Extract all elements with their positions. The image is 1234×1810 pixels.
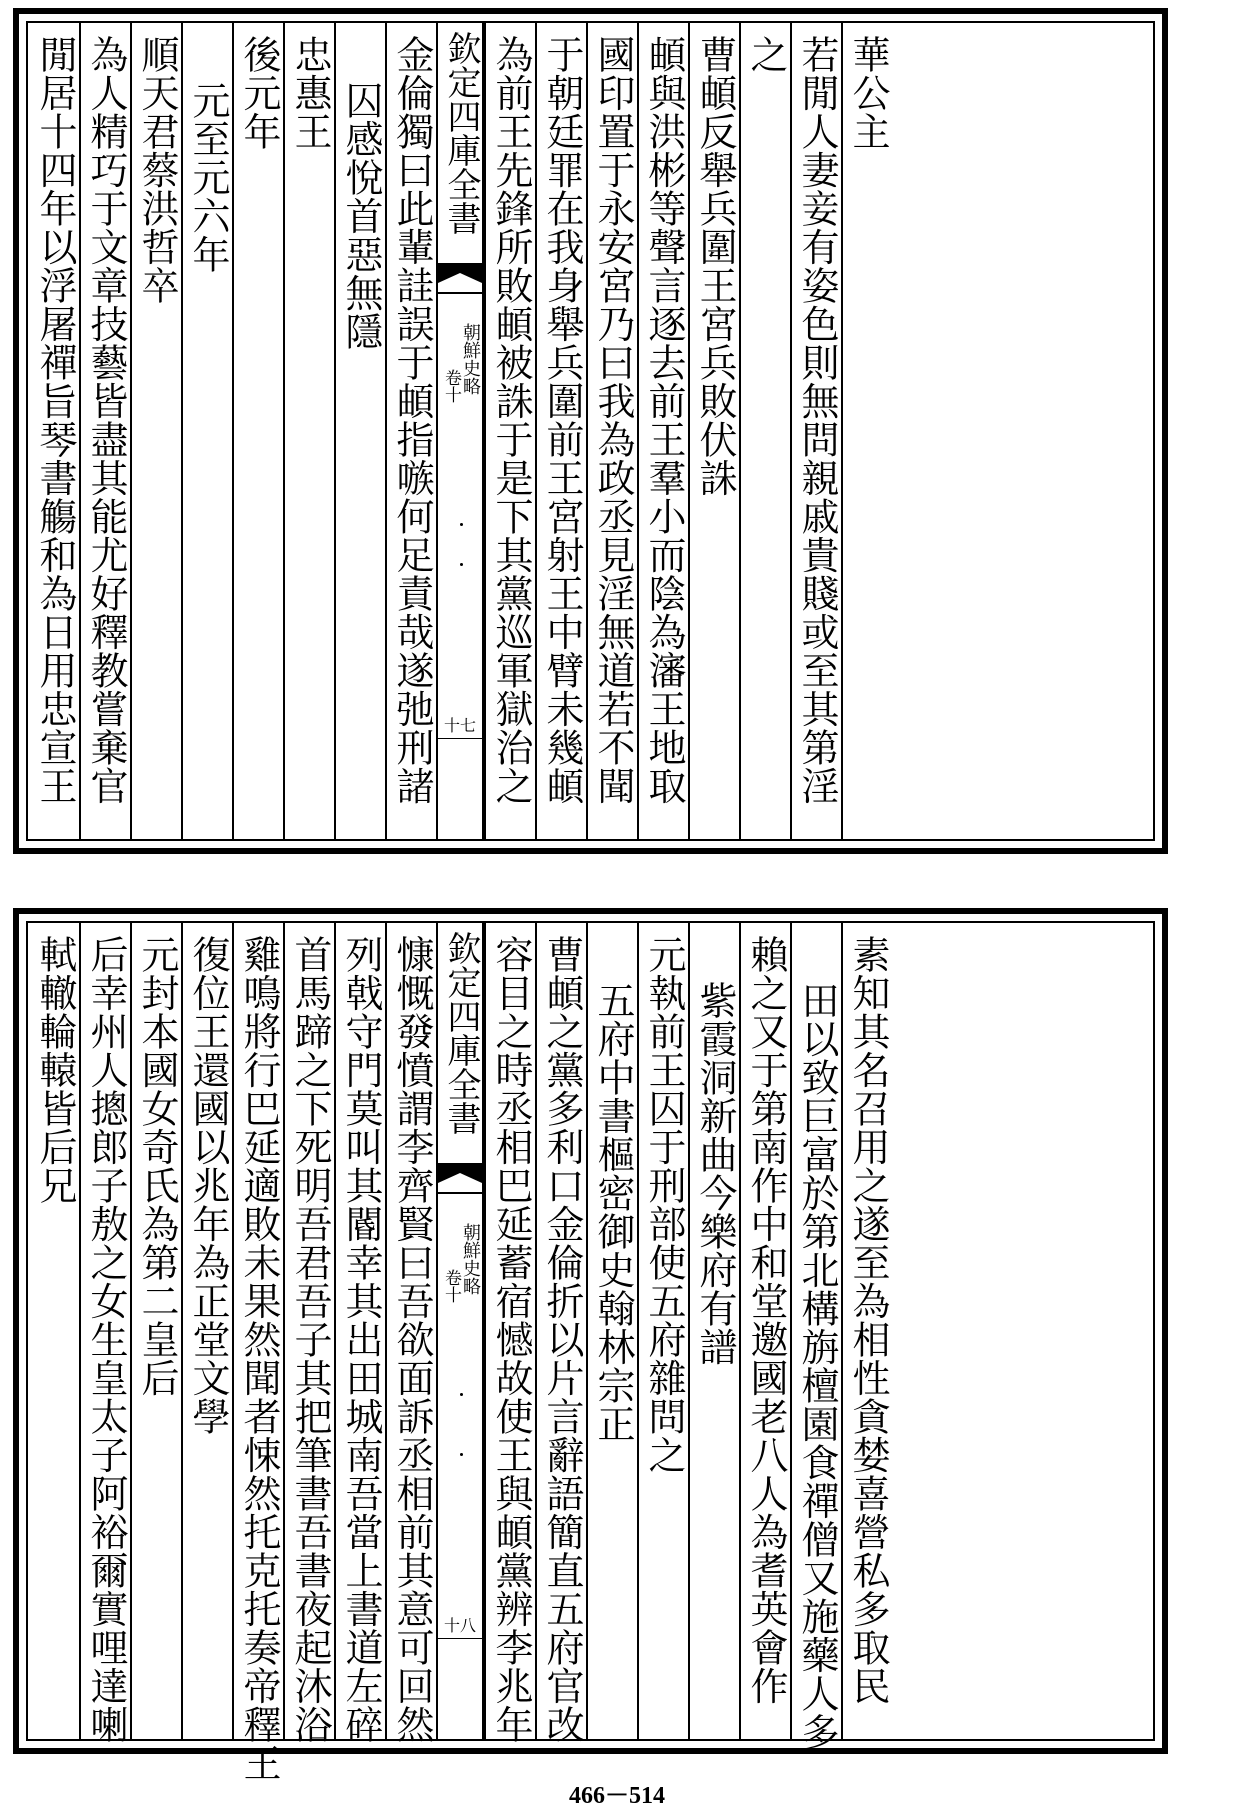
text-column xyxy=(334,23,385,839)
text-column xyxy=(232,923,283,1782)
column-text: 素知其名召用之遂至為相性貪婪喜營私多取民 xyxy=(846,935,890,1705)
column-text: 順天君蔡洪哲卒 xyxy=(135,35,179,305)
column-text: 雞鳴將行巴延適敗未果然聞者悚然托克托奏帝釋王 xyxy=(237,935,281,1782)
book-title: 朝鮮史略 xyxy=(460,1223,481,1295)
column-text: 于朝廷罪在我身舉兵圍前王宮射王中臂未幾頔 xyxy=(540,35,584,805)
text-column xyxy=(28,23,79,839)
volume-label: 卷十 xyxy=(441,369,461,403)
text-column xyxy=(484,923,535,1744)
column-text: 賴之又于第南作中和堂邀國老八人為耆英會作 xyxy=(744,935,788,1705)
collection-title: 欽定四庫全書 xyxy=(441,31,481,235)
text-column xyxy=(283,23,334,839)
text-column xyxy=(688,923,739,1739)
text-column xyxy=(130,23,181,839)
column-text: 為人精巧于文章技藝皆盡其能尤好釋教嘗棄官 xyxy=(84,35,128,805)
column-text: 首馬蹄之下死明吾君吾子其把筆書吾書夜起沐浴 xyxy=(288,935,332,1744)
text-column xyxy=(688,23,739,839)
margin-dot xyxy=(460,1453,463,1456)
column-text: 國印置于永安宮乃曰我為政丞見淫無道若不聞 xyxy=(591,35,635,805)
column-text: 列戟守門莫叫其閽幸其出田城南吾當上書道左碎 xyxy=(339,935,383,1744)
bottom-page-panel xyxy=(13,908,1168,1782)
text-column xyxy=(181,923,232,1739)
text-column xyxy=(385,923,436,1744)
volume-label: 卷十 xyxy=(441,1269,461,1303)
text-column xyxy=(739,23,790,839)
text-column xyxy=(790,923,841,1751)
text-column xyxy=(130,923,181,1739)
text-column xyxy=(586,23,637,839)
text-column xyxy=(637,23,688,839)
page-number: 十七 xyxy=(443,716,476,735)
column-text: 華公主 xyxy=(846,35,890,151)
margin-rule xyxy=(438,738,482,739)
column-text: 曹頔反舉兵圍王宮兵敗伏誅 xyxy=(693,35,737,497)
text-column xyxy=(232,23,283,839)
text-column xyxy=(28,923,79,1739)
text-column xyxy=(535,23,586,839)
column-text: 為前王先鋒所敗頔被誅于是下其黨巡軍獄治之 xyxy=(489,35,533,805)
fishtail-mark-icon xyxy=(438,1163,482,1195)
margin-dot xyxy=(460,1393,463,1396)
column-text: 五府中書樞密御史翰林宗正 xyxy=(591,981,635,1443)
scan-page-number: 466－514 xyxy=(569,1783,665,1809)
column-text: 后幸州人摠郎子敖之女生皇太子阿裕爾實哩達喇 xyxy=(84,935,128,1744)
margin-rule xyxy=(438,1638,482,1639)
column-text: 元至元六年 xyxy=(186,81,230,274)
text-column xyxy=(841,923,892,1739)
column-text: 慷慨發憤謂李齊賢曰吾欲面訴丞相前其意可回然 xyxy=(390,935,434,1744)
column-text: 金倫獨曰此輩詿誤于頔指嗾何足責哉遂弛刑諸 xyxy=(390,35,434,805)
column-text: 閒居十四年以浮屠禪旨琴書觴和為日用忠宣王 xyxy=(33,35,77,805)
column-text: 元封本國女奇氏為第二皇后 xyxy=(135,935,179,1397)
column-text: 元執前王囚于刑部使五府雜問之 xyxy=(642,935,686,1474)
text-column xyxy=(535,923,586,1744)
top-page-panel xyxy=(13,8,1168,854)
text-column xyxy=(739,923,790,1739)
column-text: 忠惠王 xyxy=(288,35,332,151)
column-text: 若閒人妻妾有姿色則無問親戚貴賤或至其第淫 xyxy=(795,35,839,805)
text-column xyxy=(334,923,385,1744)
page-number: 十八 xyxy=(443,1616,476,1635)
text-column xyxy=(484,23,535,839)
text-column xyxy=(385,23,436,839)
text-column xyxy=(586,923,637,1739)
column-text: 囚感悅首惡無隱 xyxy=(339,81,383,351)
margin-dot xyxy=(460,523,463,526)
text-column xyxy=(790,23,841,839)
top-page-frame xyxy=(26,21,1155,841)
collection-title: 欽定四庫全書 xyxy=(441,931,481,1135)
column-text: 田以致巨富於第北構旃檀園食禪僧又施藥人多 xyxy=(795,981,839,1751)
column-text: 復位王還國以兆年為正堂文學 xyxy=(186,935,230,1436)
text-column xyxy=(181,23,232,839)
text-column xyxy=(79,23,130,839)
bottom-page-frame xyxy=(26,921,1155,1782)
column-text: 之 xyxy=(744,35,788,74)
column-text: 後元年 xyxy=(237,35,281,151)
fishtail-mark-icon xyxy=(438,263,482,295)
text-column xyxy=(637,923,688,1739)
margin-dot xyxy=(460,563,463,566)
text-column xyxy=(79,923,130,1744)
column-text: 頔與洪彬等聲言逐去前王羣小而陰為瀋王地取 xyxy=(642,35,686,805)
center-margin xyxy=(436,23,484,839)
center-margin xyxy=(436,923,484,1739)
text-column xyxy=(841,23,892,839)
column-text: 容目之時丞相巴延蓄宿憾故使王與頔黨辨李兆年 xyxy=(489,935,533,1744)
text-column xyxy=(283,923,334,1744)
book-title: 朝鮮史略 xyxy=(460,323,481,395)
column-text: 紫霞洞新曲今樂府有譜 xyxy=(693,981,737,1366)
column-text: 曹頔之黨多利口金倫折以片言辭語簡直五府官改 xyxy=(540,935,584,1744)
column-text: 軾轍輪轅皆后兄 xyxy=(33,935,77,1205)
